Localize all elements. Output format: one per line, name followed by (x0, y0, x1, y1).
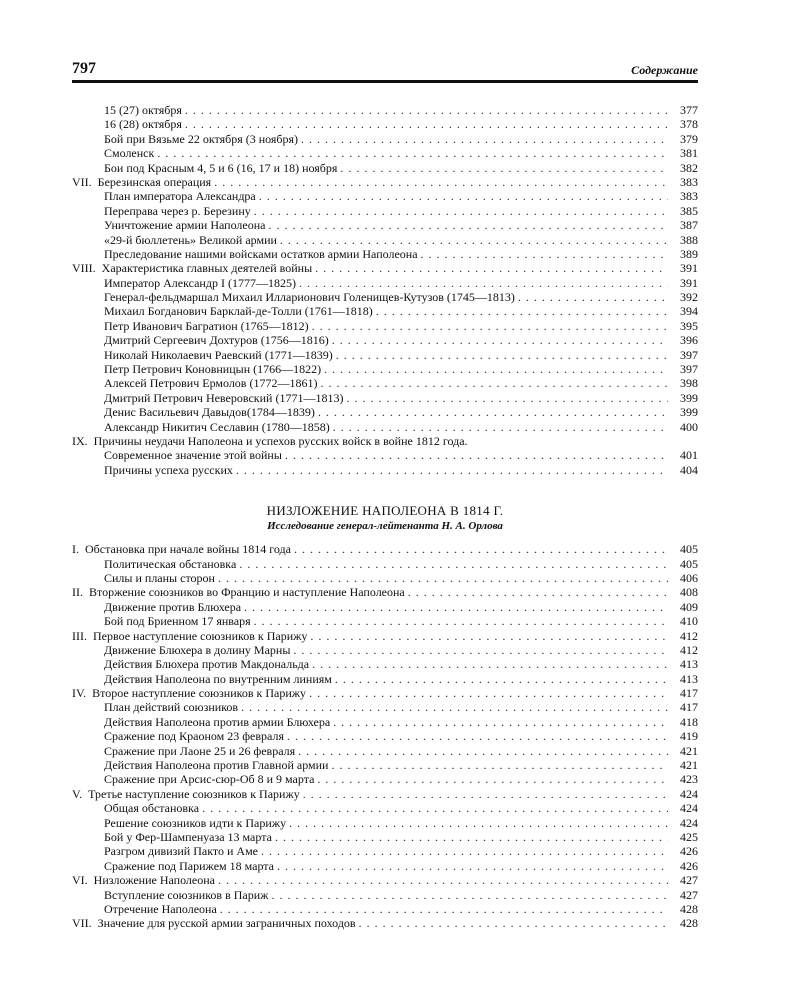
toc-entry-text: Обстановка при начале войны 1814 года (85, 542, 291, 557)
toc-entry-text: Переправа через р. Березину (104, 203, 251, 218)
page (72, 58, 698, 931)
toc-entry-text: Дмитрий Сергеевич Дохтуров (1756—1816) (104, 333, 329, 348)
toc-page-number: 424 (680, 786, 698, 801)
toc-entry-text: Император Александр I (1777—1825) (104, 275, 296, 290)
toc-entry-text: Второе наступление союзников к Парижу (92, 686, 307, 701)
dot-leader (515, 290, 668, 304)
toc-entry-text: Петр Иванович Багратион (1765—1812) (104, 318, 309, 333)
toc-page-number: 399 (680, 405, 698, 420)
toc-part-1 (72, 103, 698, 477)
toc-page-number: 424 (680, 815, 698, 830)
toc-page-number: 379 (680, 131, 698, 146)
toc-page-number: 418 (680, 714, 698, 729)
toc-entry (72, 844, 698, 858)
dot-leader (272, 830, 668, 844)
toc-part-2 (72, 542, 698, 931)
toc-entry-text: Отречение Наполеона (104, 901, 217, 916)
toc-entry-text: Решение союзников идти к Парижу (104, 815, 287, 830)
dot-leader (154, 146, 668, 160)
toc-entry (72, 218, 698, 232)
toc-page-number: 400 (680, 419, 698, 434)
toc-entry-title (104, 557, 236, 571)
toc-entry-text: Смоленск (104, 146, 155, 161)
toc-entry-title (104, 830, 272, 844)
toc-page-number: 425 (680, 829, 698, 844)
toc-entry-title (104, 700, 238, 714)
toc-entry-title (72, 261, 312, 275)
dot-leader (215, 873, 668, 887)
toc-page-number: 391 (680, 261, 698, 276)
toc-page-number: 399 (680, 390, 698, 405)
toc-entry (72, 132, 698, 146)
dot-leader (333, 348, 668, 362)
toc-page-number: 412 (680, 628, 698, 643)
toc-section-numeral: I. (72, 542, 79, 557)
toc-entry-title (104, 772, 314, 786)
toc-entry-title (104, 729, 284, 743)
toc-entry (72, 261, 698, 275)
toc-entry-text: Николай Николаевич Раевский (1771—1839) (104, 347, 333, 362)
dot-leader (233, 463, 668, 477)
toc-entry-text: Преследование нашими войсками остатков армии Наполеона (104, 246, 418, 261)
dot-leader (328, 758, 668, 772)
dot-leader (332, 672, 668, 686)
toc-entry-title (104, 362, 321, 376)
toc-entry (72, 405, 698, 419)
toc-entry-title (104, 643, 290, 657)
toc-entry (72, 571, 698, 585)
toc-entry (72, 376, 698, 390)
toc-entry-title (104, 319, 309, 333)
toc-page-number: 412 (680, 642, 698, 657)
toc-entry (72, 873, 698, 887)
toc-entry-title (104, 672, 332, 686)
toc-entry (72, 146, 698, 160)
toc-page-number: 395 (680, 318, 698, 333)
toc-entry-text: Уничтожение армии Наполеона (104, 218, 266, 233)
dot-leader (309, 319, 668, 333)
dot-leader (277, 233, 668, 247)
toc-page-number: 397 (680, 362, 698, 377)
toc-entry (72, 362, 698, 376)
dot-leader (290, 643, 668, 657)
dot-leader (199, 801, 668, 815)
toc-entry (72, 657, 698, 671)
toc-entry-text: Современное значение этой войны (104, 448, 282, 463)
toc-entry-text: Березинская операция (97, 174, 212, 189)
toc-entry-text: Алексей Петрович Ермолов (1772—1861) (104, 376, 318, 391)
toc-entry-title (104, 614, 251, 628)
dot-leader (317, 376, 668, 390)
toc-section-numeral: VIII. (72, 261, 96, 276)
toc-page-number: 383 (680, 174, 698, 189)
toc-entry-title (72, 916, 356, 930)
toc-entry-title (104, 391, 343, 405)
toc-entry-title (104, 657, 309, 671)
toc-page-number: 421 (680, 743, 698, 758)
toc-entry (72, 333, 698, 347)
toc-page-number: 377 (680, 103, 698, 117)
toc-entry (72, 816, 698, 830)
dot-leader (182, 117, 668, 131)
toc-page-number: 417 (680, 686, 698, 701)
toc-entry (72, 758, 698, 772)
dot-leader (238, 700, 668, 714)
dot-leader (215, 571, 668, 585)
dot-leader (182, 103, 668, 117)
dot-leader (217, 902, 668, 916)
toc-page-number: 413 (680, 657, 698, 672)
toc-entry-text: Причины успеха русских (104, 462, 233, 477)
dot-leader (258, 844, 668, 858)
toc-page-number: 382 (680, 160, 698, 175)
toc-page-number: 417 (680, 700, 698, 715)
section-heading (72, 503, 698, 532)
toc-entry-title (72, 686, 306, 700)
dot-leader (321, 362, 668, 376)
toc-entry (72, 557, 698, 571)
toc-entry-title (104, 844, 258, 858)
toc-entry-text: Бой при Вязьме 22 октября (3 ноября) (104, 131, 299, 146)
toc-entry-text: Низложение Наполеона (93, 873, 215, 888)
dot-leader (356, 916, 668, 930)
toc-page-number: 421 (680, 758, 698, 773)
dot-leader (284, 729, 668, 743)
toc-page-number: 404 (680, 462, 698, 477)
toc-entry-text: Петр Петрович Коновницын (1766—1822) (104, 362, 322, 377)
toc-page-number: 428 (680, 901, 698, 916)
toc-section-numeral: III. (72, 628, 87, 643)
toc-entry-title (104, 859, 274, 873)
toc-entry-title (104, 463, 233, 477)
toc-entry-text: Бой под Бриенном 17 января (104, 614, 251, 629)
dot-leader (329, 333, 668, 347)
toc-entry-text: Силы и планы сторон (104, 570, 215, 585)
section-subtitle: Исследование генерал-лейтенанта Н. А. Орлова (267, 520, 503, 533)
toc-page-number: 419 (680, 729, 698, 744)
toc-entry-text: Сражение под Краоном 23 февраля (104, 729, 284, 744)
toc-section-numeral: V. (72, 786, 83, 801)
dot-leader (236, 557, 668, 571)
dot-leader (315, 405, 668, 419)
toc-entry-text: Денис Васильевич Давыдов(1784—1839) (104, 405, 315, 420)
toc-page-number: 397 (680, 347, 698, 362)
toc-entry (72, 859, 698, 873)
toc-entry (72, 629, 698, 643)
toc-entry (72, 117, 698, 131)
toc-page-number: 389 (680, 246, 698, 261)
toc-page-number: 409 (680, 599, 698, 614)
dot-leader (211, 175, 668, 189)
toc-entry-title (104, 218, 265, 232)
toc-entry-title (104, 276, 296, 290)
toc-section-numeral: VII. (72, 174, 92, 189)
dot-leader (296, 276, 668, 290)
toc-entry-title (72, 175, 211, 189)
toc-entry (72, 614, 698, 628)
toc-section-numeral: VI. (72, 873, 88, 888)
toc-entry (72, 247, 698, 261)
toc-page-number: 426 (680, 858, 698, 873)
toc-page-number: 405 (680, 556, 698, 571)
toc-entry-title (104, 571, 215, 585)
toc-page-number: 392 (680, 290, 698, 305)
toc-page-number: 394 (680, 304, 698, 319)
toc-section-numeral: IX. (72, 433, 88, 448)
toc-entry (72, 391, 698, 405)
toc-page-number: 381 (680, 146, 698, 161)
toc-entry-text: Движение против Блюхера (104, 599, 242, 614)
toc-entry-text: Значение для русской армии заграничных походов (97, 916, 356, 931)
toc-entry (72, 448, 698, 462)
dot-leader (251, 614, 668, 628)
toc-entry (72, 189, 698, 203)
dot-leader (286, 816, 668, 830)
toc-entry (72, 787, 698, 801)
toc-entry-title (104, 146, 154, 160)
toc-page-number: 413 (680, 671, 698, 686)
toc-entry-title (104, 189, 256, 203)
toc-entry (72, 290, 698, 304)
dot-leader (300, 787, 668, 801)
dot-leader (330, 420, 668, 434)
toc-entry (72, 672, 698, 686)
toc-entry-text: 16 (28) октября (104, 117, 182, 132)
toc-entry-text: Общая обстановка (104, 801, 200, 816)
toc-entry-title (72, 629, 307, 643)
dot-leader (343, 391, 668, 405)
toc-entry (72, 916, 698, 930)
toc-page-number: 427 (680, 873, 698, 888)
toc-entry-title (104, 715, 330, 729)
toc-page-number: 424 (680, 801, 698, 816)
toc-page-number: 396 (680, 333, 698, 348)
toc-entry-text: Бой у Фер-Шампенуаза 13 марта (104, 829, 272, 844)
toc-page-number: 387 (680, 218, 698, 233)
toc-entry-text: Дмитрий Петрович Неверовский (1771—1813) (104, 390, 344, 405)
toc-page-number: 427 (680, 887, 698, 902)
toc-entry (72, 902, 698, 916)
toc-entry-text: Движение Блюхера в долину Марны (104, 642, 291, 657)
dot-leader (274, 859, 668, 873)
toc-entry (72, 715, 698, 729)
toc-entry-title (104, 333, 329, 347)
toc-entry-title (104, 405, 315, 419)
toc-entry-text: Михаил Богданович Барклай-де-Толли (1761—1818) (104, 304, 373, 319)
toc-entry-text: План действий союзников (104, 700, 239, 715)
dot-leader (337, 161, 668, 175)
toc-page-number: 405 (680, 542, 698, 557)
toc-entry (72, 319, 698, 333)
toc-entry-title (72, 585, 405, 599)
toc-entry-title (72, 873, 215, 887)
toc-entry (72, 434, 698, 448)
toc-entry-title (104, 161, 337, 175)
toc-entry (72, 103, 698, 117)
toc-entry-title (104, 290, 515, 304)
toc-entry (72, 233, 698, 247)
toc-entry-title (104, 348, 333, 362)
toc-entry (72, 348, 698, 362)
toc-entry-title (104, 888, 268, 902)
toc-entry-title (72, 434, 468, 448)
toc-entry-text: Действия Блюхера против Макдональда (104, 657, 310, 672)
toc-page-number: 401 (680, 448, 698, 463)
toc-entry (72, 304, 698, 318)
page-number: 797 (72, 60, 96, 77)
toc-entry-title (72, 542, 291, 556)
toc-entry (72, 686, 698, 700)
toc-page-number: 378 (680, 117, 698, 132)
toc-entry-title (104, 816, 286, 830)
toc-entry (72, 830, 698, 844)
dot-leader (373, 304, 668, 318)
toc-entry-title (104, 448, 282, 462)
toc-entry-title (104, 600, 241, 614)
toc-entry-title (104, 247, 418, 261)
toc-entry-text: Вторжение союзников во Францию и наступление Наполеона (89, 585, 405, 600)
dot-leader (256, 189, 668, 203)
toc-entry (72, 744, 698, 758)
toc-entry (72, 542, 698, 556)
toc-entry-title (104, 132, 298, 146)
dot-leader (306, 686, 668, 700)
toc-entry-title (104, 801, 199, 815)
dot-leader (268, 888, 668, 902)
dot-leader (405, 585, 668, 599)
toc-section-numeral: IV. (72, 686, 87, 701)
toc-entry-text: Бои под Красным 4, 5 и 6 (16, 17 и 18) ноября (104, 160, 338, 175)
dot-leader (307, 629, 668, 643)
toc-page-number: 408 (680, 585, 698, 600)
toc-entry-text: Разгром дивизий Пакто и Аме (104, 844, 258, 859)
toc-entry-text: Действия Наполеона против Главной армии (104, 758, 329, 773)
toc-section-numeral: VII. (72, 916, 92, 931)
toc-entry-text: Характеристика главных деятелей войны (101, 261, 313, 276)
dot-leader (298, 132, 668, 146)
toc-entry-title (104, 204, 251, 218)
toc-page-number: 391 (680, 275, 698, 290)
toc-entry (72, 585, 698, 599)
toc-entry (72, 161, 698, 175)
toc-page-number: 428 (680, 916, 698, 931)
toc-entry-text: Сражение при Арсис-сюр-Об 8 и 9 марта (104, 772, 315, 787)
toc-page-number: 383 (680, 189, 698, 204)
toc-entry-title (104, 420, 330, 434)
toc-entry-text: Политическая обстановка (104, 556, 237, 571)
toc-page-number: 423 (680, 772, 698, 787)
toc-entry-text: Генерал-фельдмаршал Михаил Илларионович Голенищев-Кутузов (1745—1813) (104, 290, 515, 305)
dot-leader (330, 715, 668, 729)
toc-entry (72, 643, 698, 657)
toc-entry-text: Действия Наполеона по внутренним линиям (104, 671, 332, 686)
dot-leader (295, 744, 668, 758)
toc-entry-title (104, 233, 277, 247)
toc-entry (72, 729, 698, 743)
toc-page-number: 406 (680, 570, 698, 585)
toc-entry-text: Сражение при Лаоне 25 и 26 февраля (104, 743, 296, 758)
toc-entry-title (104, 117, 182, 131)
toc-entry-text: Сражение под Парижем 18 марта (104, 858, 275, 873)
toc-entry-text: 15 (27) октября (104, 103, 182, 117)
toc-entry-title (104, 902, 217, 916)
toc-entry-text: План императора Александра (104, 189, 256, 204)
dot-leader (241, 600, 668, 614)
toc-page-number: 385 (680, 203, 698, 218)
toc-entry (72, 700, 698, 714)
toc-entry-title (104, 758, 328, 772)
toc-entry-text: Первое наступление союзников к Парижу (93, 628, 308, 643)
section-title: НИЗЛОЖЕНИЕ НАПОЛЕОНА В 1814 Г. (266, 503, 504, 519)
dot-leader (309, 657, 668, 671)
toc-entry-title (104, 376, 317, 390)
toc-entry (72, 772, 698, 786)
toc-entry (72, 801, 698, 815)
dot-leader (251, 204, 668, 218)
toc-page-number: 426 (680, 844, 698, 859)
toc-entry (72, 204, 698, 218)
header-rule (72, 80, 698, 83)
dot-leader (291, 542, 668, 556)
toc-entry (72, 888, 698, 902)
dot-leader (312, 261, 668, 275)
toc-page-number: 410 (680, 614, 698, 629)
toc-entry-title (104, 744, 295, 758)
running-title: Содержание (631, 63, 698, 77)
toc-section-numeral: II. (72, 585, 83, 600)
dot-leader (418, 247, 668, 261)
toc-entry-text: Причины неудачи Наполеона и успехов русских войск в войне 1812 года. (93, 433, 468, 448)
toc-entry (72, 600, 698, 614)
toc-entry-text: «29-й бюллетень» Великой армии (104, 232, 277, 247)
toc-page-number: 388 (680, 232, 698, 247)
running-header (72, 58, 698, 78)
toc-entry-title (104, 304, 373, 318)
toc-entry-text: Александр Никитич Сеславин (1780—1858) (104, 419, 330, 434)
toc-page-number: 398 (680, 376, 698, 391)
toc-entry-title (72, 787, 300, 801)
toc-entry-text: Вступление союзников в Париж (104, 887, 269, 902)
dot-leader (265, 218, 668, 232)
dot-leader (314, 772, 668, 786)
toc-entry-text: Третье наступление союзников к Парижу (88, 786, 300, 801)
toc-entry-title (104, 103, 182, 117)
dot-leader (282, 448, 668, 462)
toc-entry (72, 175, 698, 189)
toc-entry (72, 276, 698, 290)
toc-entry (72, 463, 698, 477)
toc-entry-text: Действия Наполеона против армии Блюхера (104, 714, 331, 729)
toc-entry (72, 420, 698, 434)
